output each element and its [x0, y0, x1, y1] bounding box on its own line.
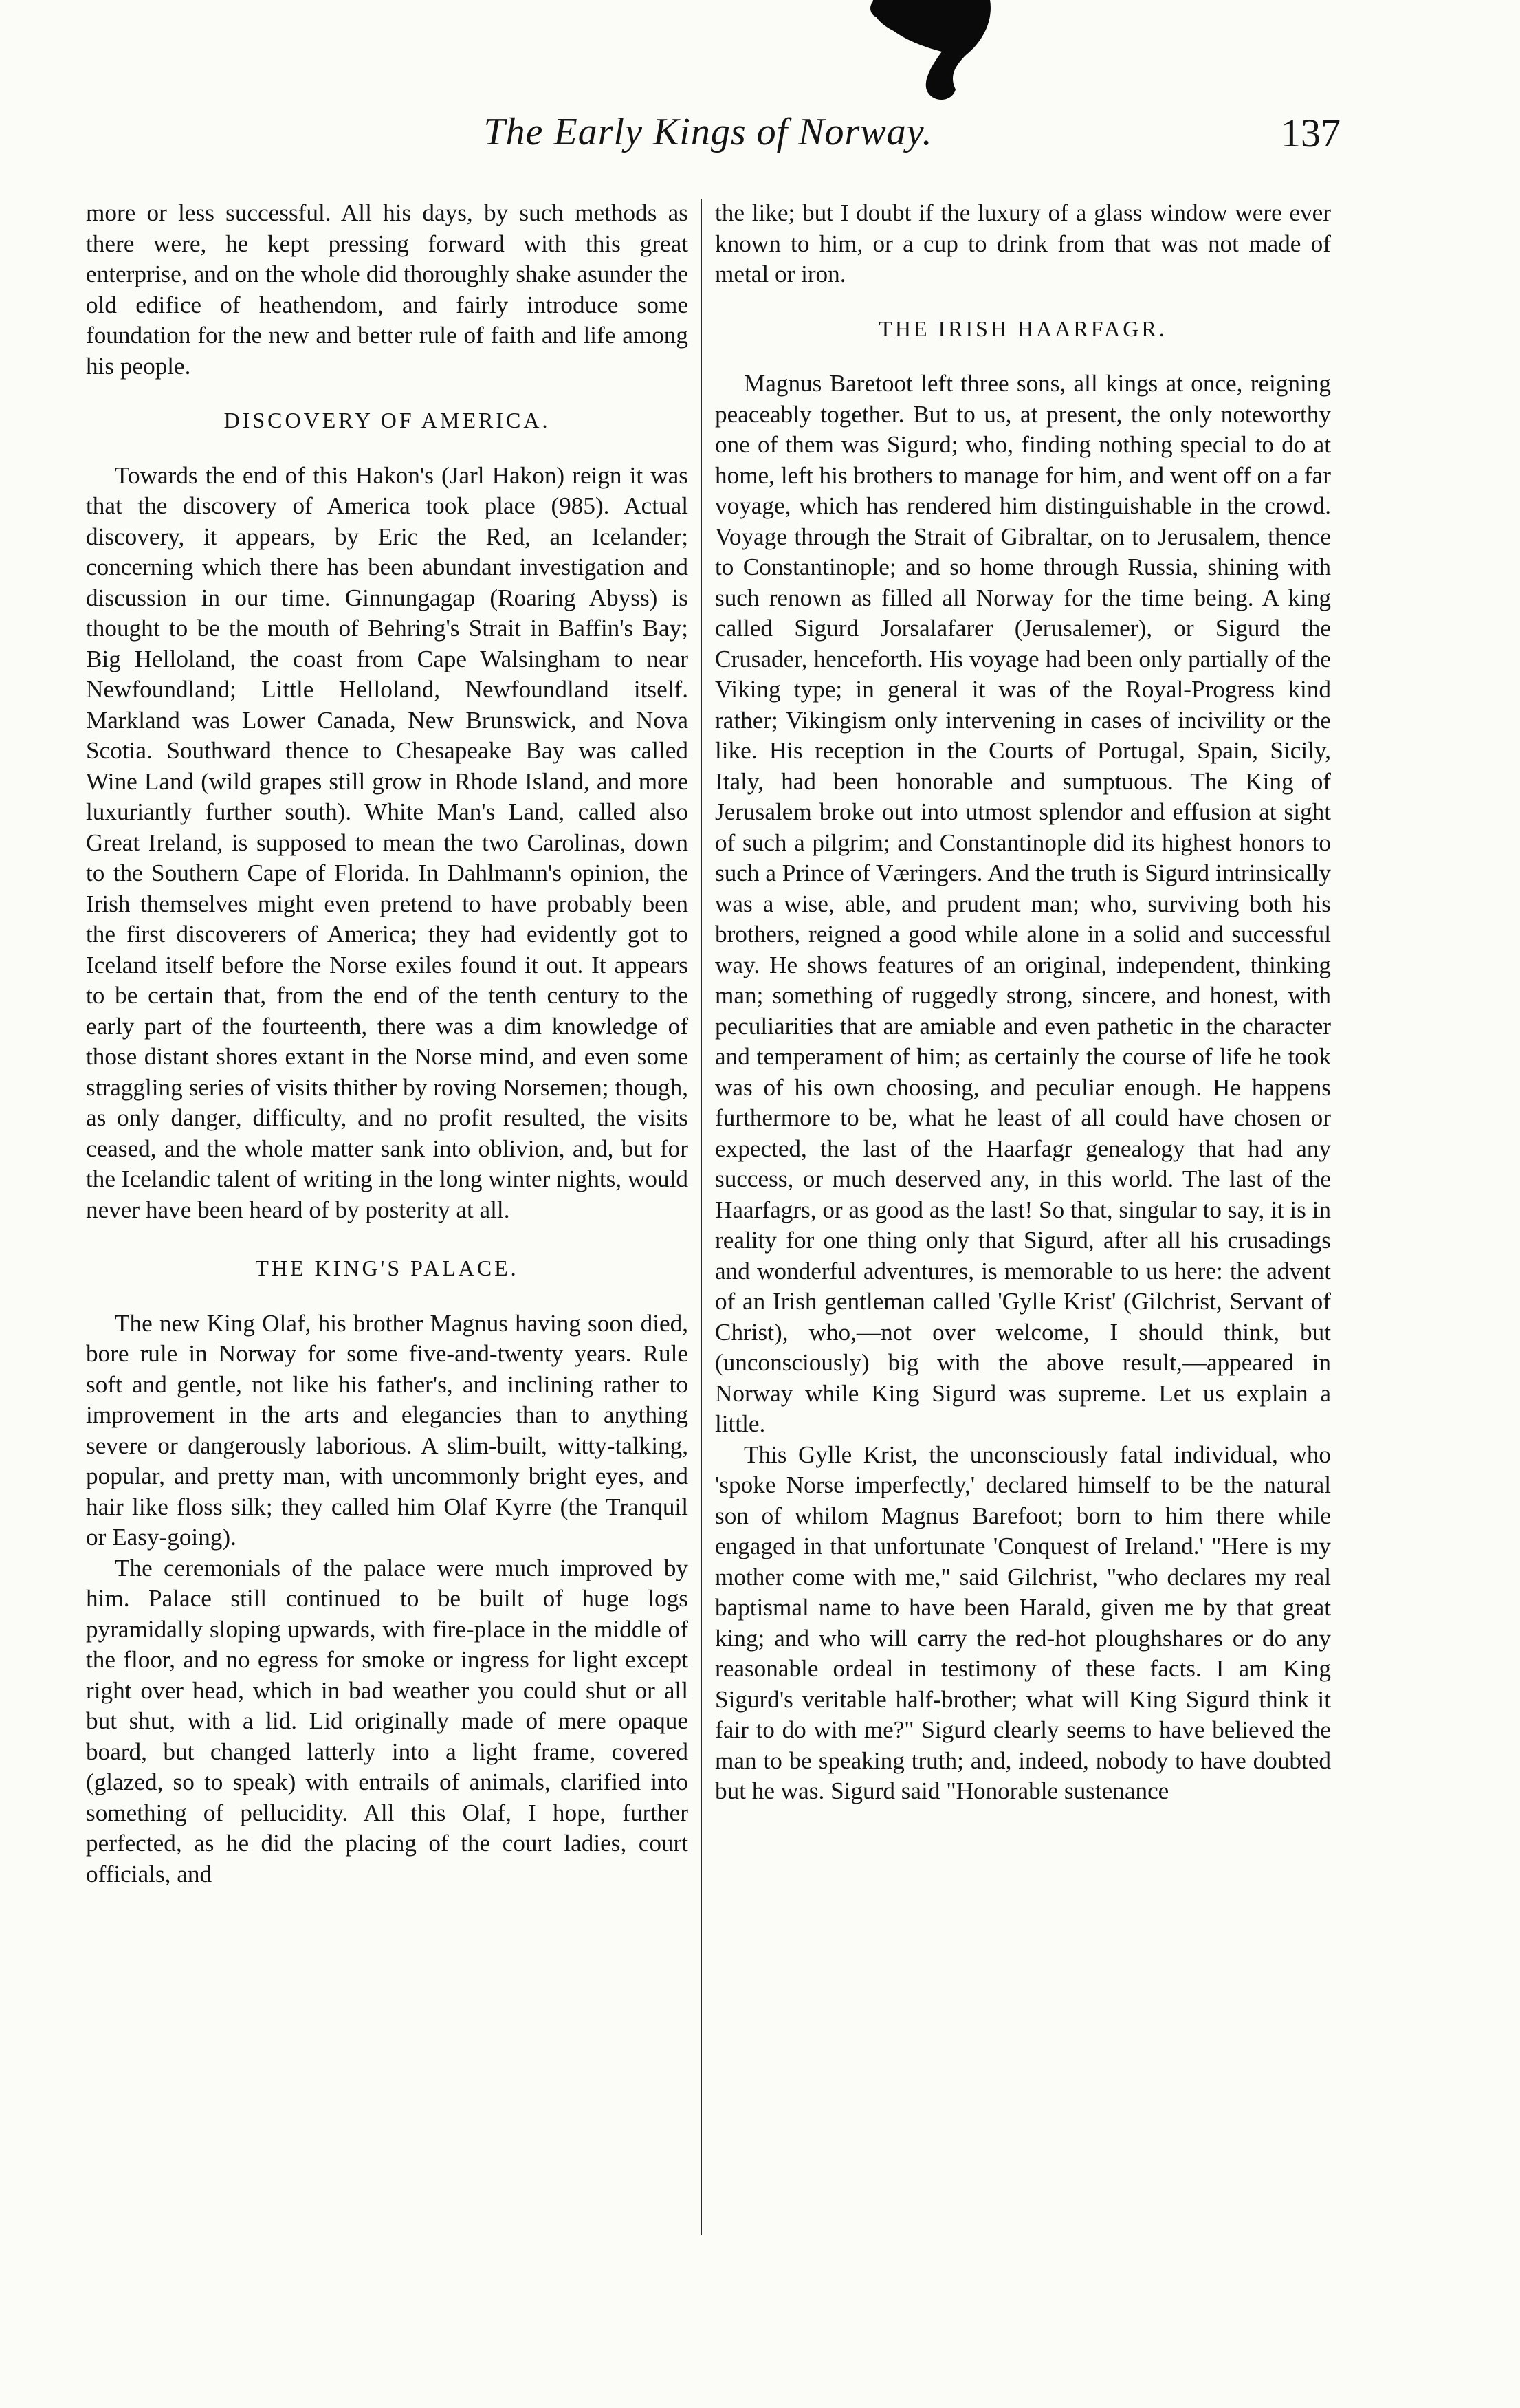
paragraph: Towards the end of this Hakon's (Jarl Hakon) reign it was that the discovery of America took place (985). Actual discovery, it appears, by Eric the Red, an Icelander; concerning which there has been abundant investigation and discussion in our time. Ginnungagap (Roaring Abyss) is thought to be the mouth of Behring's Strait in Baffin's Bay; Big Helloland, the coast from Cape Walsingham to near Newfoundland; Little Helloland, Newfoundland itself. Markland was Lower Canada, New Brunswick, and Nova Scotia. Southward thence to Chesapeake Bay was called Wine Land (wild grapes still grow in Rhode Island, and more luxuriantly further south). White Man's Land, called also Great Ireland, is supposed to mean the two Carolinas, down to the Southern Cape of Florida. In Dahlmann's opinion, the Irish themselves might even pretend to have probably been the first discoverers of America; they had evidently got to Iceland itself before the Norse exiles found it out. It appears to be certain that, from the end of the tenth century to the early part of the fourteenth, there was a dim knowledge of those distant shores extant in the Norse mind, and even some straggling series of visits thither by roving Norsemen; though, as only danger, difficulty, and no profit resulted, the visits ceased, and the whole matter sank into oblivion, and, but for the Icelandic talent of writing in the long winter nights, would never have been heard of by posterity at all. — [86, 461, 688, 1223]
running-head — [76, 110, 1341, 165]
running-title: The Early Kings of Norway. — [483, 111, 933, 153]
section-heading-discovery-of-america: DISCOVERY OF AMERICA. — [223, 408, 551, 433]
column-divider — [701, 199, 702, 2235]
left-column — [86, 198, 688, 2237]
ink-blot — [852, 0, 1017, 103]
paragraph: Magnus Baretoot left three sons, all kings at once, reigning peaceably together. But to us, at present, the only noteworthy one of them was Sigurd; who, finding nothing special to do at home, left his brothers to manage for him, and went off on a far voyage, which has rendered him distinguishable in the crowd. Voyage through the Strait of Gibraltar, on to Jerusalem, thence to Constantinople; and so home through Russia, shining with such renown as filled all Norway for the time being. A king called Sigurd Jorsalafarer (Jerusalemer), or Sigurd the Crusader, henceforth. His voyage had been only partially of the Viking type; in general it was of the Royal-Progress kind rather; Vikingism only intervening in cases of incivility or the like. His reception in the Courts of Portugal, Spain, Sicily, Italy, had been honorable and sumptuous. The King of Jerusalem broke out into utmost splendor and effusion at sight of such a pilgrim; and Constantinople did its highest honors to such a Prince of Væringers. And the truth is Sigurd intrinsically was a wise, able, and prudent man; who, surviving both his brothers, reigned a good while alone in a solid and successful way. He shows features of an original, independent, thinking man; something of ruggedly strong, sincere, and honest, with peculiarities that are amiable and even pathetic in the character and temperament of him; as certainly the course of life he took was of his own choosing, and peculiar enough. He happens furthermore to be, what he least of all could have chosen or expected, the last of the Haarfagr genealogy that had any success, or much deserved any, in this world. The last of the Haarfagrs, or as good as the last! So that, singular to say, it is in reality for one thing only that Sigurd, after all his crusadings and wonderful adventures, is memorable to us here: the advent of an Irish gentleman called 'Gylle Krist' (Gilchrist, Servant of Christ), who,—not over welcome, I should think, but (unconsciously) big with the above result,—appeared in Norway while King Sigurd was supreme. Let us explain a little. — [715, 370, 1331, 1437]
paragraph-continued: the like; but I doubt if the luxury of a glass window were ever known to him, or a cup to drink from that was not made of metal or iron. — [715, 199, 1331, 287]
section-heading-irish-haarfagr: THE IRISH HAARFAGR. — [879, 316, 1167, 341]
paragraph-continued: more or less successful. All his days, by such methods as there were, he kept pressing forward with this great enterprise, and on the whole did thoroughly shake asunder the old edifice of heathendom, and fairly introduce some foundation for the new and better rule of faith and life among his people. — [86, 199, 688, 380]
right-column — [715, 198, 1331, 2237]
section-heading-kings-palace: THE KING'S PALACE. — [255, 1256, 519, 1280]
paragraph: The ceremonials of the palace were much improved by him. Palace still continued to be built of huge logs pyramidally sloping upwards, with fire-place in the middle of the floor, and no egress for smoke or ingress for light except right over head, which in bad weather you could shut or all but shut, with a lid. Lid originally made of mere opaque board, but changed latterly into a light frame, covered (glazed, so to speak) with entrails of animals, clarified into something of pellucidity. All this Olaf, I hope, further perfected, as he did the placing of the court ladies, court officials, and — [86, 1554, 688, 1887]
page-number: 137 — [1281, 111, 1341, 155]
paragraph: The new King Olaf, his brother Magnus having soon died, bore rule in Norway for some five-and-twenty years. Rule soft and gentle, not like his father's, and inclining rather to improvement in the arts and elegancies than to anything severe or dangerously laborious. A slim-built, witty-talking, popular, and pretty man, with uncommonly bright eyes, and hair like floss silk; they called him Olaf Kyrre (the Tranquil or Easy-going). — [86, 1309, 688, 1551]
paragraph: This Gylle Krist, the unconsciously fatal individual, who 'spoke Norse imperfectly,' declared himself to be the natural son of whilom Magnus Barefoot; born to him there while engaged in that unfortunate 'Conquest of Ireland.' "Here is my mother come with me," said Gilchrist, "who declares my real baptismal name to have been Harald, given me by that great king; and who will carry the red-hot ploughshares or do any reasonable ordeal in testimony of these facts. I am King Sigurd's veritable half-brother; what will King Sigurd think it fair to do with me?" Sigurd clearly seems to have believed the man to be speaking truth; and, indeed, nobody to have doubted but he was. Sigurd said "Honorable sustenance — [715, 1441, 1331, 1804]
